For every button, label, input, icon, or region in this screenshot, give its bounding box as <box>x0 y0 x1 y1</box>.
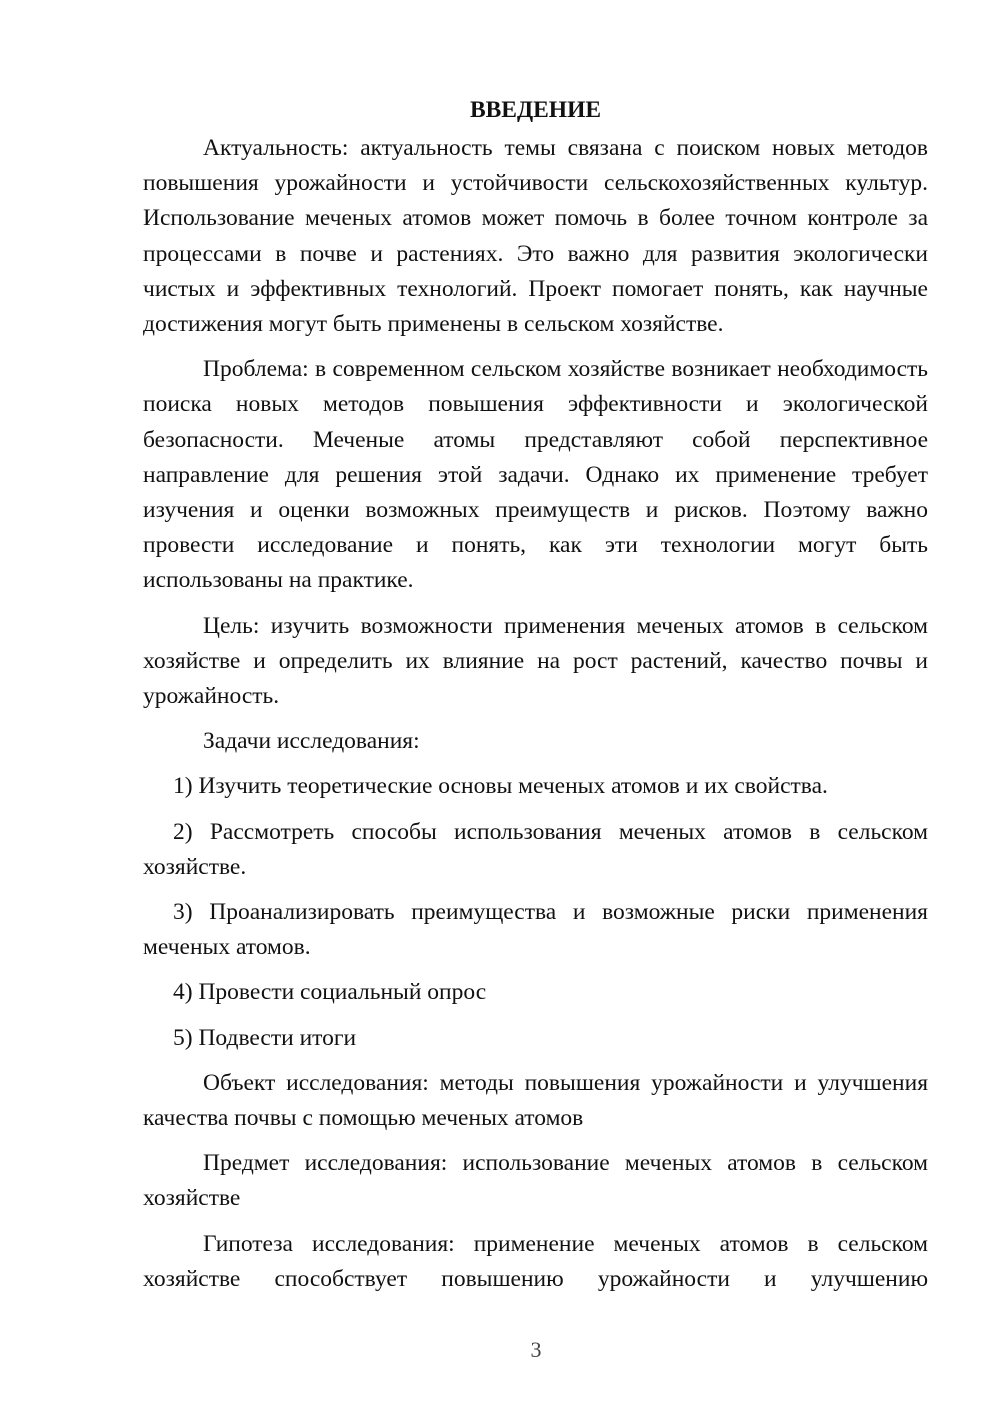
section-heading: ВВЕДЕНИЕ <box>469 97 602 123</box>
relevance-paragraph: Актуальность: актуальность темы связана с поиском новых методов повышения урожайности и устойчивости сельскохозяйственных культур. Использование меченых атомов может помочь в более точном контроле за процессами в почве и растениях. Это важно для развития экологически чистых и эффективных технологий. Проект помогает понять, как научные достижения могут быть применены в сельском хозяйстве. <box>143 135 928 338</box>
object-paragraph: Объект исследования: методы повышения урожайности и улучшения качества почвы с помощью меченых атомов <box>143 1069 928 1132</box>
page-number: 3 <box>530 1337 542 1362</box>
problem-paragraph: Проблема: в современном сельском хозяйстве возникает необходимость поиска новых методов повышения эффективности и экологической безопасности. Меченые атомы представляют собой перспективное направление для решения этой задачи. Однако их применение требует изучения и оценки возможных преимуществ и рисков. Поэтому важно провести исследование и понять, как эти технологии могут быть использованы на практике. <box>143 356 928 594</box>
hypothesis-paragraph: Гипотеза исследования: применение меченых атомов в сельском хозяйстве способствует повышению урожайности и улучшению <box>143 1230 928 1292</box>
goal-paragraph: Цель: изучить возможности применения меченых атомов в сельском хозяйстве и определить их влияние на рост растений, качество почвы и урожайность. <box>143 612 928 710</box>
task-item-3: 3) Проанализировать преимущества и возможные риски применения меченых атомов. <box>143 899 928 961</box>
task-item-2: 2) Рассмотреть способы использования меченых атомов в сельском хозяйстве. <box>143 818 928 880</box>
page-content <box>143 93 928 1297</box>
subject-paragraph: Предмет исследования: использование меченых атомов в сельском хозяйстве <box>143 1150 928 1212</box>
tasks-heading: Задачи исследования: <box>203 728 420 755</box>
task-item-1: 1) Изучить теоретические основы меченых атомов и их свойства. <box>173 773 828 800</box>
task-item-5: 5) Подвести итоги <box>173 1024 357 1051</box>
task-item-4: 4) Провести социальный опрос <box>173 979 487 1006</box>
